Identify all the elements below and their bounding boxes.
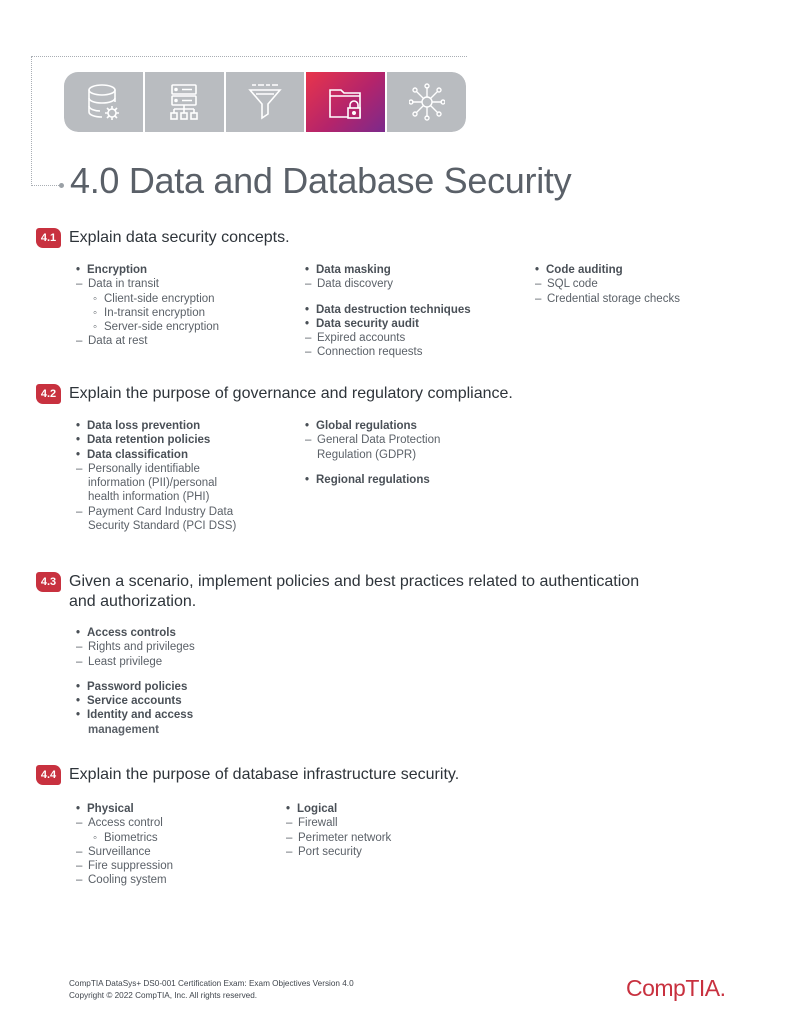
objective-column bbox=[76, 802, 276, 888]
objective-column bbox=[535, 263, 755, 306]
objective-heading: Explain the purpose of database infrastructure security. bbox=[69, 766, 460, 783]
bullet-item: • Data classification bbox=[76, 448, 296, 462]
sub-item: – Least privilege bbox=[76, 655, 296, 669]
sub-item: – Cooling system bbox=[76, 873, 276, 887]
footer-line2: Copyright © 2022 CompTIA, Inc. All rights reserved. bbox=[69, 990, 258, 1000]
sub-item: – Access control bbox=[76, 816, 276, 830]
sub-item: – Rights and privileges bbox=[76, 640, 296, 654]
sub-sub-item: ◦ Server-side encryption bbox=[76, 320, 296, 334]
spacer bbox=[76, 669, 296, 680]
item-continuation: information (PII)/personal bbox=[88, 477, 218, 490]
objective-number-badge: 4.3 bbox=[36, 572, 61, 592]
objective-heading-line2: and authorization. bbox=[69, 593, 197, 610]
sub-item: – Personally identifiable bbox=[76, 462, 296, 476]
sub-item: – Perimeter network bbox=[286, 831, 486, 845]
sub-item: – SQL code bbox=[535, 277, 755, 291]
sub-item: – Data at rest bbox=[76, 334, 296, 348]
neural-network-icon bbox=[409, 82, 445, 122]
bullet-item: • Logical bbox=[286, 802, 486, 816]
sub-item: – Firewall bbox=[286, 816, 486, 830]
footer-line1: CompTIA DataSys+ DS0-001 Certification Exam: Exam Objectives Version 4.0 bbox=[69, 979, 354, 988]
bullet-item: • Data destruction techniques bbox=[305, 303, 525, 317]
objective-column bbox=[76, 626, 296, 737]
objective-column bbox=[76, 419, 296, 533]
frame-left-line bbox=[31, 56, 32, 186]
item-continuation: Security Standard (PCI DSS) bbox=[88, 520, 237, 533]
bullet-item: • Data security audit bbox=[305, 317, 525, 331]
bullet-item: • Access controls bbox=[76, 626, 296, 640]
bullet-item: • Data masking bbox=[305, 263, 525, 277]
sub-item: – Port security bbox=[286, 845, 486, 859]
sub-item: – Fire suppression bbox=[76, 859, 276, 873]
objective-number-badge: 4.1 bbox=[36, 228, 61, 248]
server-network-icon bbox=[166, 82, 202, 122]
bullet-item: • Password policies bbox=[76, 680, 296, 694]
sub-item: – Data in transit bbox=[76, 277, 296, 291]
bullet-item: • Encryption bbox=[76, 263, 296, 277]
filter-funnel-icon bbox=[247, 82, 283, 122]
domain-tabs bbox=[64, 72, 466, 132]
bullet-item: • Identity and access bbox=[76, 708, 296, 722]
tab-server bbox=[145, 72, 224, 132]
footer bbox=[69, 978, 354, 1001]
bullet-item: • Physical bbox=[76, 802, 276, 816]
sub-item: – Data discovery bbox=[305, 277, 525, 291]
folder-lock-icon bbox=[328, 82, 364, 122]
sub-item: – Payment Card Industry Data bbox=[76, 505, 296, 519]
objective-number-badge: 4.2 bbox=[36, 384, 61, 404]
objective-column bbox=[286, 802, 486, 859]
database-gear-icon bbox=[85, 82, 121, 122]
bullet-item: • Data loss prevention bbox=[76, 419, 296, 433]
sub-sub-item: ◦ Biometrics bbox=[76, 831, 276, 845]
objective-number-badge: 4.4 bbox=[36, 765, 61, 785]
tab-data-security bbox=[306, 72, 385, 132]
sub-item: – Expired accounts bbox=[305, 331, 525, 345]
sub-item: – Connection requests bbox=[305, 345, 525, 359]
bullet-item: • Code auditing bbox=[535, 263, 755, 277]
tab-network bbox=[387, 72, 466, 132]
comptia-logo: CompTIA. bbox=[626, 975, 726, 1001]
spacer bbox=[305, 462, 525, 473]
sub-sub-item: ◦ In-transit encryption bbox=[76, 306, 296, 320]
frame-bottom-line bbox=[31, 185, 61, 186]
sub-item: – General Data Protection bbox=[305, 433, 525, 447]
objective-column bbox=[305, 263, 525, 360]
tab-filter bbox=[226, 72, 305, 132]
sub-sub-item: ◦ Client-side encryption bbox=[76, 292, 296, 306]
objective-heading: Explain data security concepts. bbox=[69, 229, 290, 246]
spacer bbox=[305, 292, 525, 303]
sub-item: – Surveillance bbox=[76, 845, 276, 859]
objective-heading: Given a scenario, implement policies and best practices related to authentication bbox=[69, 573, 640, 590]
bullet-item: • Data retention policies bbox=[76, 433, 296, 447]
bullet-item: • Regional regulations bbox=[305, 473, 525, 487]
frame-dot bbox=[59, 183, 64, 188]
item-continuation: health information (PHI) bbox=[88, 491, 210, 504]
tab-database bbox=[64, 72, 143, 132]
objective-heading: Explain the purpose of governance and regulatory compliance. bbox=[69, 385, 513, 402]
sub-item: – Credential storage checks bbox=[535, 292, 755, 306]
item-continuation: Regulation (GDPR) bbox=[317, 448, 417, 461]
bullet-item: • Global regulations bbox=[305, 419, 525, 433]
section-title: 4.0 Data and Database Security bbox=[70, 160, 572, 201]
frame-top-line bbox=[31, 56, 467, 57]
bullet-item: • Service accounts bbox=[76, 694, 296, 708]
item-continuation: management bbox=[88, 723, 159, 736]
objective-column bbox=[76, 263, 296, 349]
objective-column bbox=[305, 419, 525, 487]
